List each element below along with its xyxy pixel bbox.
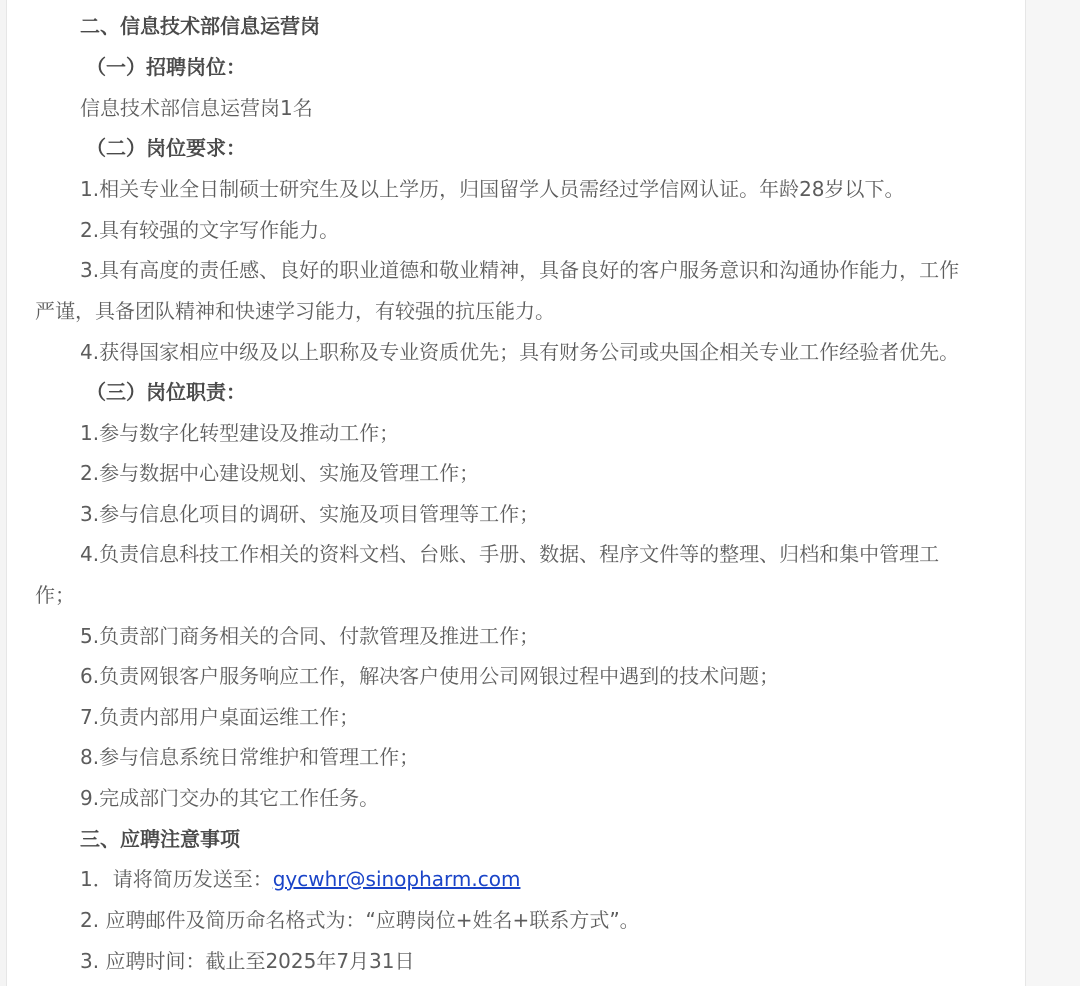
requirement-1: 1.相关专业全日制硕士研究生及以上学历，归国留学人员需经过学信网认证。年龄28岁以下。 [80,177,905,201]
note-1-label: 1．请将简历发送至： [80,867,273,891]
duty-7: 7.负责内部用户桌面运维工作； [80,705,360,729]
subsection-title-requirements: （二）岗位要求： [86,136,246,160]
note-3: 3. 应聘时间：截止至2025年7月31日 [80,949,415,973]
requirement-2: 2.具有较强的文字写作能力。 [80,218,340,242]
section-heading-notes: 三、应聘注意事项 [80,827,240,851]
duty-9: 9.完成部门交办的其它工作任务。 [80,786,380,810]
requirement-3-line-2: 严谨，具备团队精神和快速学习能力，有较强的抗压能力。 [35,299,555,323]
note-2: 2. 应聘邮件及简历命名格式为：“应聘岗位+姓名+联系方式”。 [80,908,640,932]
duty-6: 6.负责网银客户服务响应工作，解决客户使用公司网银过程中遇到的技术问题； [80,664,780,688]
duty-8: 8.参与信息系统日常维护和管理工作； [80,745,420,769]
duty-2: 2.参与数据中心建设规划、实施及管理工作； [80,461,480,485]
document-page [6,0,1026,986]
email-link[interactable]: gycwhr@sinopharm.com [272,867,521,891]
section-heading-it-ops: 二、信息技术部信息运营岗 [80,14,320,38]
position-item: 信息技术部信息运营岗1名 [80,96,313,120]
duty-3: 3.参与信息化项目的调研、实施及项目管理等工作； [80,502,540,526]
requirement-3-line-1: 3.具有高度的责任感、良好的职业道德和敬业精神，具备良好的客户服务意识和沟通协作能力，工作 [80,258,960,282]
duty-4-line-2: 作； [35,583,75,607]
duty-5: 5.负责部门商务相关的合同、付款管理及推进工作； [80,624,540,648]
requirement-4: 4.获得国家相应中级及以上职称及专业资质优先；具有财务公司或央国企相关专业工作经验者优先。 [80,340,960,364]
note-1 [80,864,520,894]
duty-1: 1.参与数字化转型建设及推动工作； [80,421,400,445]
duty-4-line-1: 4.负责信息科技工作相关的资料文档、台账、手册、数据、程序文件等的整理、归档和集中管理工 [80,542,940,566]
subsection-title-duties: （三）岗位职责： [86,380,246,404]
subsection-title-positions: （一）招聘岗位： [86,55,246,79]
page-margin [1026,0,1080,986]
